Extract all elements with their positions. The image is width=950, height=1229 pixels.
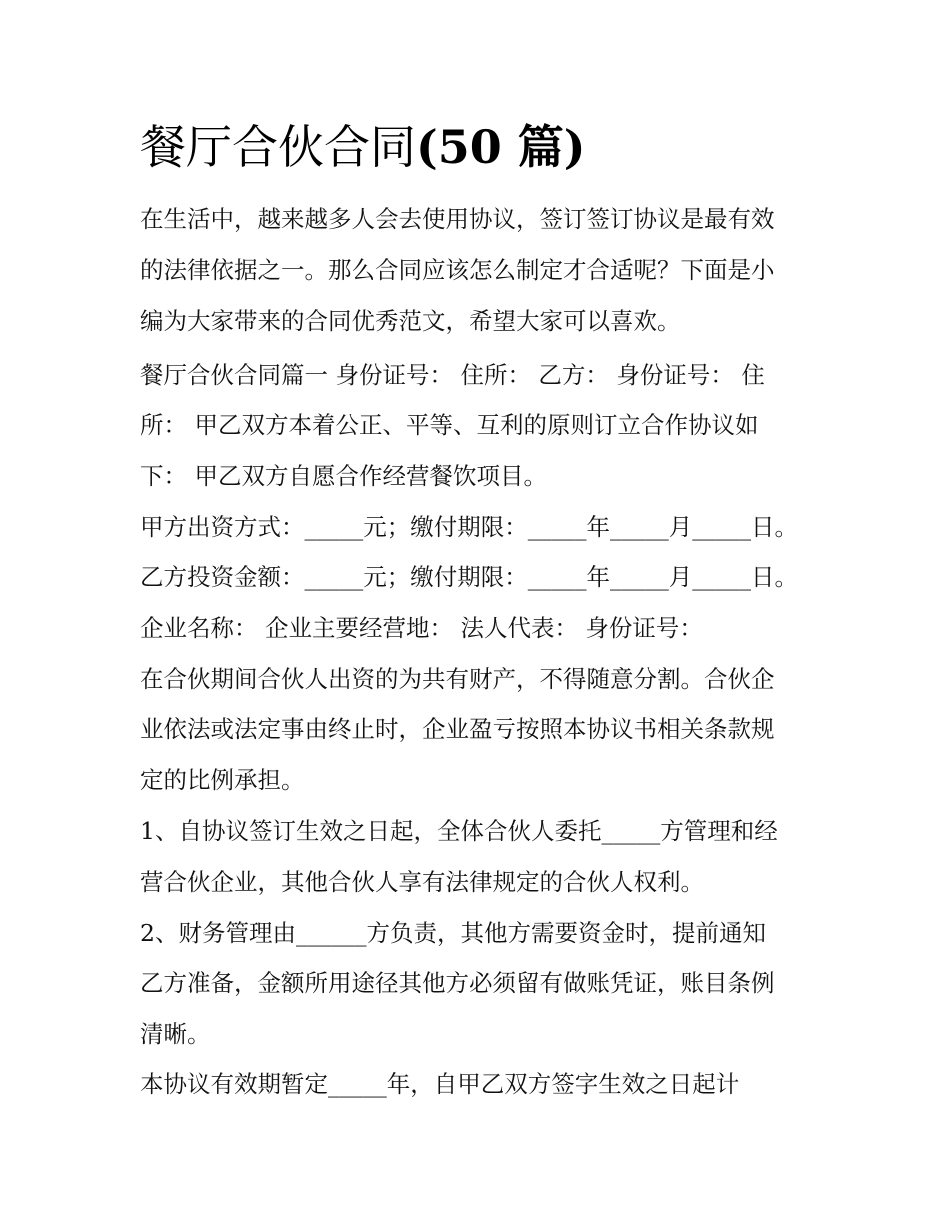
- text-line: 的法律依据之一。那么合同应该怎么制定才合适呢？下面是小: [140, 256, 775, 284]
- text-line: 2、财务管理由______方负责，其他方需要资金时，提前通知: [140, 919, 766, 947]
- text-line: 业依法或法定事由终止时，企业盈亏按照本协议书相关条款规: [140, 715, 775, 743]
- text-line: 清晰。: [140, 1020, 211, 1048]
- text-line: 1、自协议签订生效之日起，全体合伙人委托_____方管理和经: [140, 817, 778, 845]
- text-line: 在生活中，越来越多人会去使用协议，签订签订协议是最有效: [140, 205, 775, 233]
- text-line: 定的比例承担。: [140, 766, 305, 794]
- text-line: 营合伙企业，其他合伙人享有法律规定的合伙人权利。: [140, 868, 704, 896]
- title-suffix: (50 篇): [416, 120, 586, 174]
- text-line: 甲方出资方式：_____元；缴付期限：_____年_____月_____日。: [140, 513, 798, 541]
- text-line: 编为大家带来的合同优秀范文，希望大家可以喜欢。: [140, 307, 681, 335]
- text-line: 企业名称： 企业主要经营地： 法人代表： 身份证号：: [140, 614, 703, 642]
- text-line: 餐厅合伙合同篇一 身份证号： 住所： 乙方： 身份证号： 住: [140, 361, 765, 389]
- text-line: 所： 甲乙双方本着公正、平等、互利的原则订立合作协议如: [140, 411, 759, 439]
- title-main: 餐厅合伙合同: [140, 120, 416, 174]
- text-line: 乙方投资金额：_____元；缴付期限：_____年_____月_____日。: [140, 563, 798, 591]
- text-line: 本协议有效期暂定_____年，自甲乙双方签字生效之日起计: [140, 1070, 740, 1098]
- text-line: 下： 甲乙双方自愿合作经营餐饮项目。: [140, 462, 547, 490]
- document-title: [140, 116, 586, 178]
- text-line: 乙方准备，金额所用途径其他方必须留有做账凭证，账目条例: [140, 969, 775, 997]
- text-line: 在合伙期间合伙人出资的为共有财产，不得随意分割。合伙企: [140, 665, 775, 693]
